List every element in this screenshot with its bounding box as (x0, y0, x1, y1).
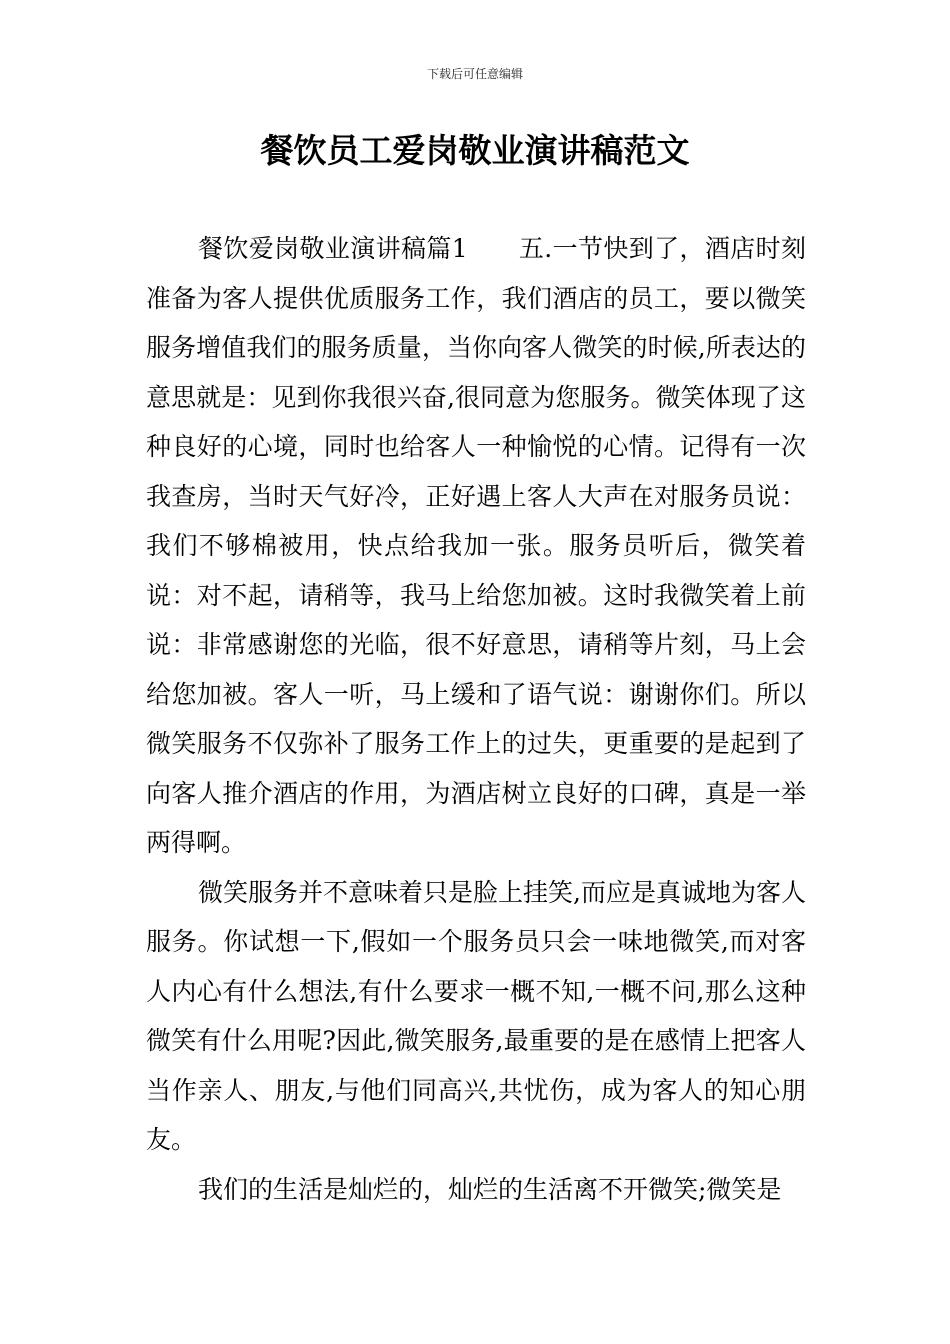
paragraph: 微笑服务并不意味着只是脸上挂笑,而应是真诚地为客人服务。你试想一下,假如一个服务员只会一味地微笑,而对客人内心有什么想法,有什么要求一概不知,一概不问,那么这种微笑有什么用呢?因此,微笑服务,最重要的是在感情上把客人当作亲人、朋友,与他们同高兴,共忧伤，成为客人的知心朋友。 (146, 877, 806, 1154)
header-note: 下载后可任意编辑 (426, 67, 523, 81)
document-title: 餐饮员工爱岗敬业演讲稿范文 (260, 131, 690, 170)
document-body (146, 224, 806, 1214)
paragraph: 餐饮爱岗敬业演讲稿篇1 五.一节快到了，酒店时刻准备为客人提供优质服务工作，我们酒店的员工，要以微笑服务增值我们的服务质量，当你向客人微笑的时候,所表达的意思就是：见到你我很兴奋,很同意为您服务。微笑体现了这种良好的心境，同时也给客人一种愉悦的心情。记得有一次我查房，当时天气好冷，正好遇上客人大声在对服务员说：我们不够棉被用，快点给我加一张。服务员听后，微笑着说：对不起，请稍等，我马上给您加被。这时我微笑着上前说：非常感谢您的光临，很不好意思，请稍等片刻，马上会给您加被。客人一听，马上缓和了语气说：谢谢你们。所以微笑服务不仅弥补了服务工作上的过失，更重要的是起到了向客人推介酒店的作用，为酒店树立良好的口碑，真是一举两得啊。 (146, 234, 806, 857)
paragraph: 我们的生活是灿烂的，灿烂的生活离不开微笑;微笑是 (198, 1174, 782, 1204)
